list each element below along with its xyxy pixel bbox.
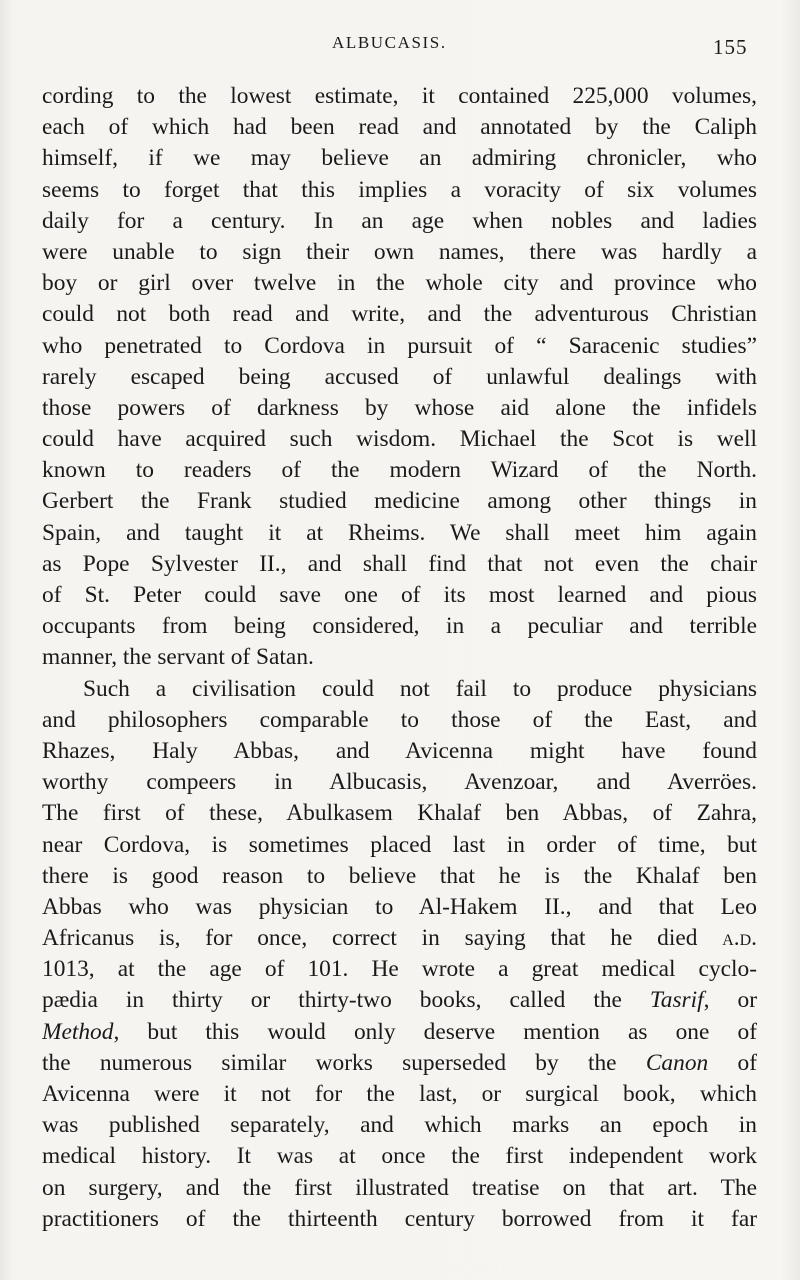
text-segment: on surgery, and the first illustrated treatise on that art. The — [42, 1174, 757, 1201]
text-line — [42, 1204, 757, 1235]
text-line — [42, 674, 757, 705]
text-segment: known to readers of the modern Wizard of the North. — [42, 457, 757, 484]
text-segment: , or — [703, 987, 757, 1014]
text-segment: the numerous similar works superseded by the — [42, 1049, 646, 1076]
text-line — [42, 362, 757, 393]
text-line — [42, 518, 757, 549]
text-segment: near Cordova, is sometimes placed last in order of time, but — [42, 831, 757, 858]
text-segment: cording to the lowest estimate, it contained 225,000 volumes, — [42, 83, 757, 109]
text-segment: those powers of darkness by whose aid alone the infidels — [42, 394, 757, 421]
text-line — [42, 112, 757, 143]
text-line — [42, 736, 757, 767]
text-segment: seems to forget that this implies a voracity of six volumes — [42, 176, 757, 203]
italic-text: Tasrif — [649, 987, 704, 1014]
text-line — [42, 1048, 757, 1079]
text-segment: Spain, and taught it at Rheims. We shall meet him again — [42, 519, 757, 546]
text-segment: could not both read and write, and the adventurous Christian — [42, 301, 757, 328]
text-line — [42, 81, 757, 112]
text-segment: practitioners of the thirteenth century borrowed from it far — [42, 1205, 757, 1232]
text-segment: were unable to sign their own names, there was hardly a — [42, 238, 757, 265]
text-line — [42, 237, 757, 268]
text-segment: rarely escaped being accused of unlawful dealings with — [42, 363, 757, 390]
text-line — [42, 767, 757, 798]
text-segment: could have acquired such wisdom. Michael the Scot is well — [42, 426, 757, 453]
text-line — [42, 830, 757, 861]
running-head — [0, 33, 800, 59]
text-line — [42, 175, 757, 206]
text-line — [42, 642, 757, 673]
text-segment: Abbas who was physician to Al-Hakem II., and that Leo — [42, 893, 757, 920]
text-segment: as Pope Sylvester II., and shall find that not even the chair — [42, 550, 757, 577]
text-segment: of — [708, 1049, 757, 1076]
text-line — [42, 455, 757, 486]
text-segment: medical history. It was at once the first independent work — [42, 1143, 757, 1170]
text-segment: worthy compeers in Albucasis, Avenzoar, and Averröes. — [42, 769, 757, 796]
text-segment: Rhazes, Haly Abbas, and Avicenna might have found — [42, 737, 757, 764]
text-line — [42, 331, 757, 362]
text-line — [42, 580, 757, 611]
text-line — [42, 299, 757, 330]
italic-text: Canon — [645, 1049, 709, 1076]
text-line — [42, 892, 757, 923]
text-segment: each of which had been read and annotated by the Caliph — [42, 114, 757, 141]
text-segment: boy or girl over twelve in the whole city and province who — [42, 270, 757, 297]
page-number: 155 — [713, 35, 748, 59]
text-line — [42, 206, 757, 237]
text-segment: of St. Peter could save one of its most learned and pious — [42, 582, 757, 608]
text-segment: who penetrated to Cordova in pursuit of “ Saracenic studies” — [42, 332, 757, 359]
text-segment: and philosophers comparable to those of the East, and — [42, 706, 757, 733]
text-segment: there is good reason to believe that he is the Khalaf ben — [42, 862, 757, 889]
text-line — [42, 1173, 757, 1204]
text-segment: Such a civilisation could not fail to produce physicians — [83, 675, 757, 702]
text-segment: , but this would only deserve mention as one of — [113, 1018, 757, 1045]
italic-text: Method — [42, 1018, 114, 1045]
text-segment: occupants from being considered, in a peculiar and terrible — [42, 613, 757, 640]
text-segment: Avicenna were it not for the last, or surgical book, which — [42, 1081, 757, 1107]
text-line — [42, 268, 757, 299]
text-segment: 1013, at the age of 101. He wrote a great medical cyclo- — [42, 956, 757, 983]
text-line — [42, 923, 757, 954]
text-line — [42, 1079, 757, 1110]
text-line — [42, 143, 757, 174]
text-line — [42, 549, 757, 580]
text-segment: himself, if we may believe an admiring chronicler, who — [42, 145, 757, 172]
text-line — [42, 798, 757, 829]
text-line — [42, 861, 757, 892]
text-line — [42, 424, 757, 455]
text-line — [42, 1141, 757, 1172]
text-segment: was published separately, and which marks an epoch in — [42, 1112, 757, 1139]
text-line — [42, 705, 757, 736]
text-segment: pædia in thirty or thirty-two books, called the — [42, 987, 650, 1014]
text-line — [42, 985, 757, 1016]
text-segment: daily for a century. In an age when nobles and ladies — [42, 207, 757, 234]
text-line — [42, 393, 757, 424]
text-line — [42, 954, 757, 985]
text-segment: manner, the servant of Satan. — [42, 644, 314, 671]
text-line — [42, 1110, 757, 1141]
text-segment: The first of these, Abulkasem Khalaf ben Abbas, of Zahra, — [42, 800, 757, 827]
text-segment: Gerbert the Frank studied medicine among other things in — [42, 488, 757, 515]
text-segment: a.d. — [722, 925, 757, 952]
running-title: ALBUCASIS. — [332, 33, 447, 52]
text-line — [42, 611, 757, 642]
text-segment: Africanus is, for once, correct in saying that he died — [42, 925, 723, 952]
text-line — [42, 1017, 757, 1048]
body-text — [42, 81, 757, 1235]
text-line — [42, 486, 757, 517]
